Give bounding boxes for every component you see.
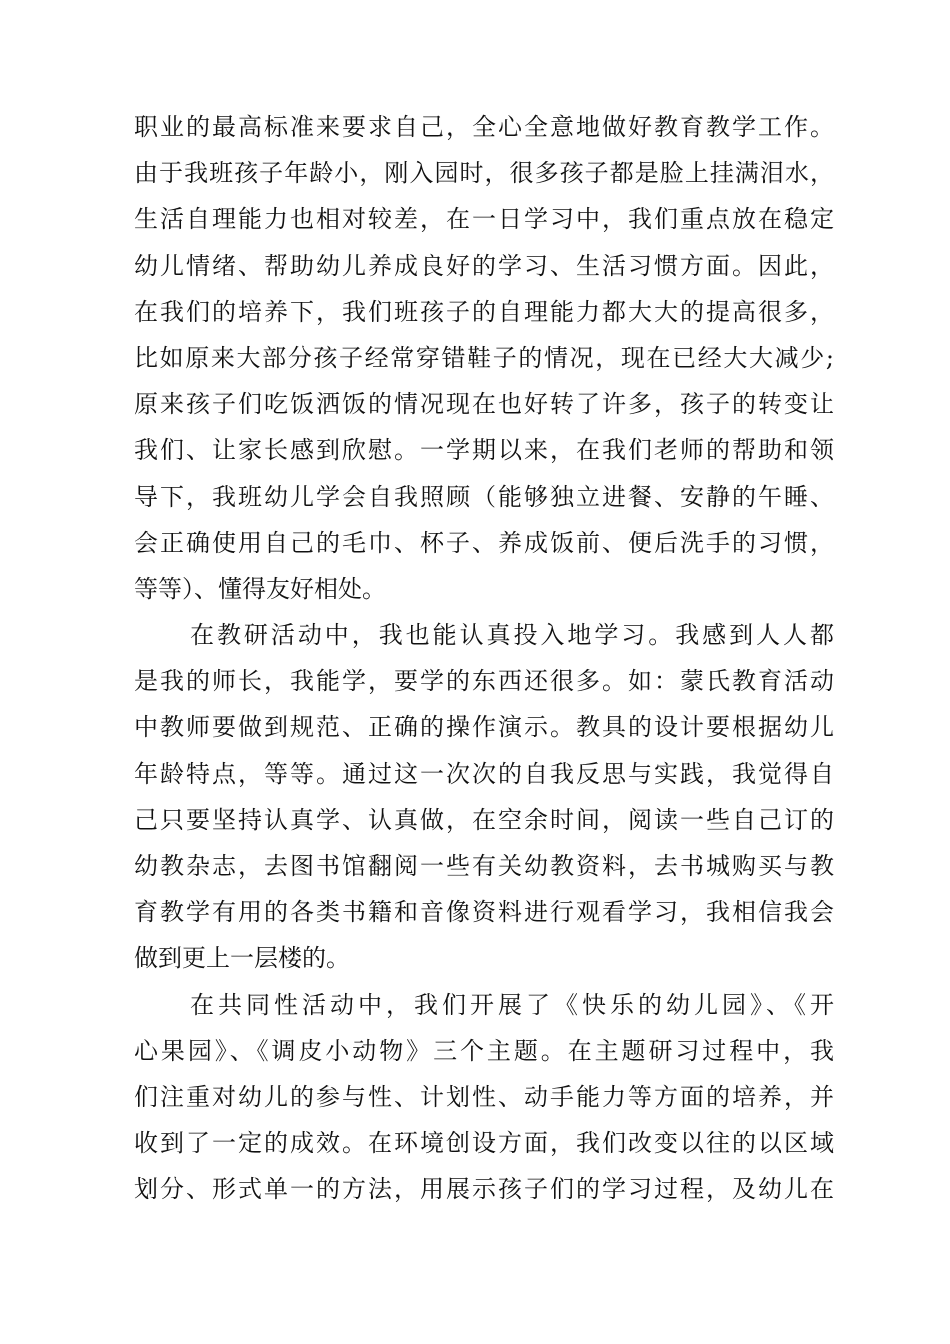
- text-line: 划分、形式单一的方法，用展示孩子们的学习过程，及幼儿在: [134, 1175, 834, 1204]
- body-text: [134, 104, 834, 1213]
- text-line: 己只要坚持认真学、认真做，在空余时间，阅读一些自己订的: [134, 805, 834, 834]
- text-line: 会正确使用自己的毛巾、杯子、养成饭前、便后洗手的习惯，: [134, 528, 834, 557]
- text-line: 心果园》、《调皮小动物》三个主题。在主题研习过程中，我: [134, 1036, 834, 1065]
- text-line: 中教师要做到规范、正确的操作演示。教具的设计要根据幼儿: [134, 713, 834, 742]
- text-line: 幼儿情绪、帮助幼儿养成良好的学习、生活习惯方面。因此，: [134, 251, 834, 280]
- text-line: 在共同性活动中，我们开展了《快乐的幼儿园》、《开: [190, 990, 834, 1019]
- text-line: 比如原来大部分孩子经常穿错鞋子的情况，现在已经大大减少;: [134, 343, 834, 372]
- text-line: 导下，我班幼儿学会自我照顾（能够独立进餐、安静的午睡、: [134, 482, 834, 511]
- text-line: 在教研活动中，我也能认真投入地学习。我感到人人都: [190, 621, 834, 650]
- text-line: 们注重对幼儿的参与性、计划性、动手能力等方面的培养，并: [134, 1082, 834, 1111]
- text-line: 由于我班孩子年龄小，刚入园时，很多孩子都是脸上挂满泪水，: [134, 159, 834, 188]
- text-line: 年龄特点，等等。通过这一次次的自我反思与实践，我觉得自: [134, 759, 834, 788]
- text-line: 育教学有用的各类书籍和音像资料进行观看学习，我相信我会: [134, 898, 834, 927]
- text-line: 原来孩子们吃饭洒饭的情况现在也好转了许多，孩子的转变让: [134, 390, 834, 419]
- text-line: 职业的最高标准来要求自己，全心全意地做好教育教学工作。: [134, 113, 834, 141]
- text-line: 我们、让家长感到欣慰。一学期以来，在我们老师的帮助和领: [134, 436, 834, 465]
- text-line: 收到了一定的成效。在环境创设方面，我们改变以往的以区域: [134, 1129, 834, 1158]
- text-line: 是我的师长，我能学，要学的东西还很多。如：蒙氏教育活动: [134, 667, 834, 696]
- text-line: 幼教杂志，去图书馆翻阅一些有关幼教资料，去书城购买与教: [134, 852, 834, 880]
- text-line: 生活自理能力也相对较差，在一日学习中，我们重点放在稳定: [134, 205, 834, 234]
- text-line: 做到更上一层楼的。: [134, 944, 350, 973]
- text-line: 在我们的培养下，我们班孩子的自理能力都大大的提高很多，: [134, 297, 834, 326]
- text-line: 等等）、懂得友好相处。: [134, 574, 386, 603]
